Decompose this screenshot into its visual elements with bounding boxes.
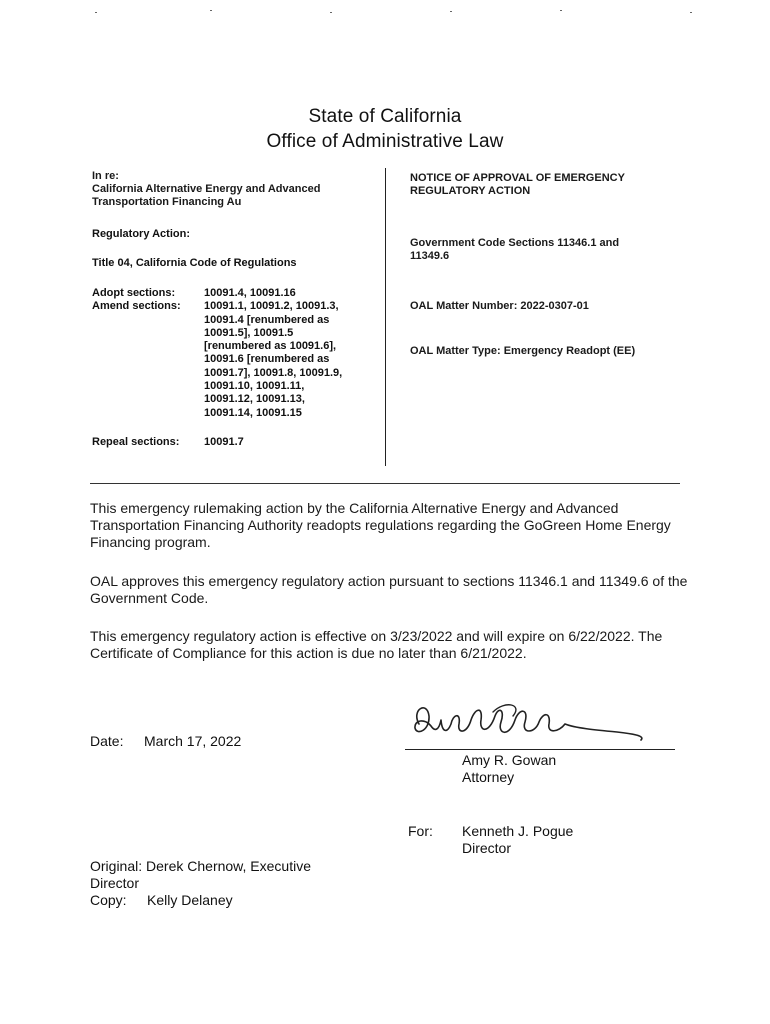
amend-line: 10091.7], 10091.8, 10091.9, [204, 366, 343, 379]
adopt-value: 10091.4, 10091.16 [204, 287, 296, 299]
date-label: Date: [90, 733, 124, 749]
scan-speck [450, 11, 452, 12]
date-row [90, 733, 241, 749]
amend-line: 10091.12, 10091.13, [204, 393, 305, 406]
agency-line-2: Transportation Financing Au [92, 196, 242, 208]
date-value: March 17, 2022 [144, 733, 242, 749]
repeal-label: Repeal sections: [92, 436, 180, 448]
amend-value [204, 300, 369, 420]
oal-matter-number: OAL Matter Number: 2022-0307-01 [410, 300, 589, 312]
director-title: Director [462, 840, 512, 856]
copy-label: Copy: [90, 892, 127, 908]
scan-speck [690, 12, 692, 13]
amend-line: 10091.5], 10091.5 [204, 326, 294, 339]
gov-code-line-2: 11349.6 [410, 250, 450, 262]
amend-line: 10091.10, 10091.11, [204, 380, 305, 393]
scan-speck [95, 12, 97, 13]
sections-block [92, 287, 369, 420]
handwritten-signature [405, 690, 680, 752]
amend-label: Amend sections: [92, 300, 181, 313]
notice-line-1: NOTICE OF APPROVAL OF EMERGENCY [410, 172, 625, 184]
original-line-2: Director [90, 875, 140, 891]
body-paragraph-2: OAL approves this emergency regulatory action pursuant to sections 11346.1 and 11349.6 of the Government Code. [90, 573, 688, 606]
amend-line: 10091.14, 10091.15 [204, 406, 302, 419]
for-row [408, 823, 573, 857]
signer-title: Attorney [462, 769, 515, 785]
gov-code-line-1: Government Code Sections 11346.1 and [410, 237, 620, 249]
body-paragraph-3: This emergency regulatory action is effective on 3/23/2022 and will expire on 6/22/2022. The Certificate of Compliance for this action is due no later than 6/21/2022. [90, 628, 663, 661]
distribution-block [90, 858, 350, 909]
scan-speck [210, 10, 212, 11]
scan-speck [560, 10, 562, 11]
repeal-value: 10091.7 [204, 436, 244, 448]
adopt-row [92, 287, 369, 300]
header-office: Office of Administrative Law [266, 131, 504, 152]
notice-title [410, 172, 690, 198]
regulatory-action-label: Regulatory Action: [92, 228, 190, 240]
in-re-label: In re: [92, 170, 119, 182]
adopt-label: Adopt sections: [92, 287, 176, 299]
amend-row [92, 300, 369, 420]
notice-line-2: REGULATORY ACTION [410, 185, 531, 197]
title-line: Title 04, California Code of Regulations [92, 257, 297, 269]
in-re-block [92, 170, 377, 209]
body-paragraph-1: This emergency rulemaking action by the California Alternative Energy and Advanced Transportation Financing Authority readopts regulations regarding the GoGreen Home Energy Financing program. [90, 500, 671, 550]
signer-block [462, 752, 556, 786]
director-name: Kenneth J. Pogue [462, 823, 574, 839]
amend-line: 10091.1, 10091.2, 10091.3, [204, 300, 339, 313]
copy-value: Kelly Delaney [147, 892, 233, 908]
section-divider [90, 483, 680, 484]
scan-speck [330, 12, 332, 13]
amend-line: [renumbered as 10091.6], [204, 340, 337, 353]
for-label: For: [408, 823, 433, 839]
original-line-1: Original: Derek Chernow, Executive [90, 858, 311, 874]
header-state: State of California [308, 106, 462, 127]
gov-code-sections [410, 237, 690, 263]
signer-name: Amy R. Gowan [462, 752, 557, 768]
amend-line: 10091.4 [renumbered as [204, 313, 330, 326]
oal-matter-type: OAL Matter Type: Emergency Readopt (EE) [410, 345, 636, 357]
repeal-row [92, 436, 369, 448]
signature-line [405, 749, 675, 750]
document-header [0, 104, 770, 154]
copy-row [90, 892, 350, 909]
amend-line: 10091.6 [renumbered as [204, 353, 330, 366]
director-block [462, 823, 573, 857]
column-divider [385, 168, 386, 466]
agency-line-1: California Alternative Energy and Advanced [92, 183, 321, 195]
